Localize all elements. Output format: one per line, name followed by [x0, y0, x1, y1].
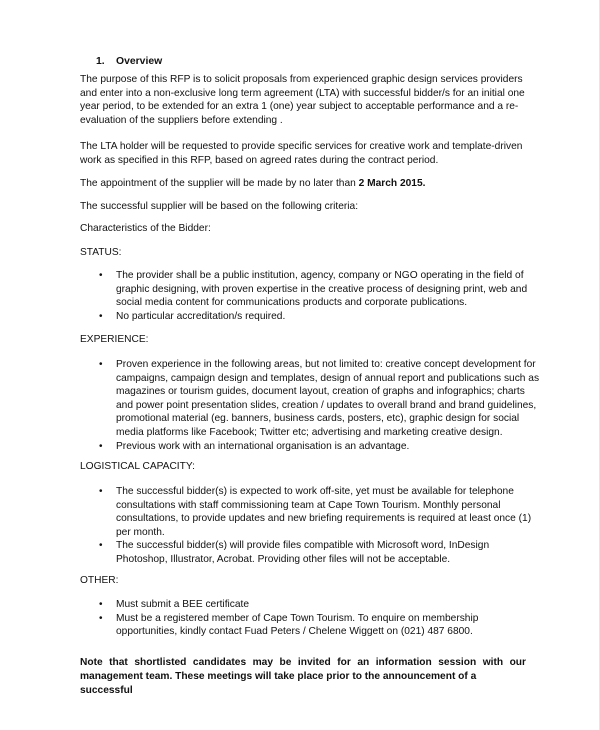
- bullet-icon: •: [99, 540, 103, 552]
- list-item: [80, 612, 540, 639]
- bullet-icon: •: [99, 310, 103, 322]
- experience-list: [80, 358, 540, 453]
- status-label: STATUS:: [80, 247, 122, 258]
- purpose-paragraph: The purpose of this RFP is to solicit proposals from experienced graphic design services providers and enter into a non-exclusive long term agreement (LTA) with successful bidder/s for an initial one year period, to be extended for an extra 1 (one) year subject to acceptable performance and a re-evaluation of the suppliers before extending .: [80, 74, 525, 126]
- list-item-text: Must be a registered member of Cape Town Tourism. To enquire on membership opportunities, kindly contact Fuad Peters / Chelene Wiggett on (021) 487 6800.: [116, 612, 479, 638]
- characteristics-paragraph: Characteristics of the Bidder:: [80, 223, 211, 234]
- appointment-date: 2 March 2015.: [358, 178, 426, 189]
- other-list: [80, 598, 540, 639]
- bullet-icon: •: [99, 612, 103, 624]
- logistical-label: LOGISTICAL CAPACITY:: [80, 461, 195, 472]
- other-label: OTHER:: [80, 575, 119, 586]
- bullet-icon: •: [99, 486, 103, 497]
- appointment-text: The appointment of the supplier will be made by no later than: [80, 178, 359, 189]
- lta-paragraph: The LTA holder will be requested to provide specific services for creative work and template-driven work as specified in this RFP, based on agreed rates during the contract period.: [80, 141, 523, 166]
- bullet-icon: •: [99, 359, 103, 370]
- section-number: 1.: [96, 56, 105, 67]
- note-line-1: Note that shortlisted candidates may be invited for an information session with our: [80, 657, 526, 668]
- list-item-text: No particular accreditation/s required.: [116, 310, 286, 322]
- list-item: [80, 358, 540, 440]
- list-item: [80, 598, 540, 612]
- note-line-2: management team. These meetings will take place prior to the announcement of a successful: [80, 671, 477, 696]
- bullet-icon: •: [99, 270, 103, 281]
- list-item-text: Proven experience in the following areas, but not limited to: creative concept development for campaigns, campaign design and templates, design of annual report and publications such as magazines or tourism guides, document layout, creation of graphs and infographics; charts and power point presentation slides, creation / updates to overall brand and brand guidelines, promotional material (eg. banners, business cards, posters, etc), graphic design for social media platforms like Facebook; Twitter etc; advertising and marketing creative design.: [116, 359, 540, 438]
- section-heading: [96, 55, 162, 69]
- list-item-text: The successful bidder(s) is expected to work off-site, yet must be available for telephone consultations with staff commissioning team at Cape Town Tourism. Monthly personal consultations, to provide updates and new briefing requirements is required at least once (1) per month.: [116, 486, 532, 538]
- section-title: Overview: [116, 56, 163, 67]
- experience-label: EXPERIENCE:: [80, 334, 149, 345]
- status-list: [80, 269, 540, 323]
- logistical-list: [80, 485, 540, 567]
- bullet-icon: •: [99, 599, 103, 610]
- list-item: [80, 539, 540, 566]
- list-item-text: The provider shall be a public institution, agency, company or NGO operating in the field of graphic designing, with proven expertise in the creative process of designing print, web and social media content for communications products and corporate publications.: [116, 270, 528, 309]
- list-item: [80, 310, 540, 324]
- list-item-text: Must submit a BEE certificate: [116, 599, 250, 610]
- criteria-paragraph: The successful supplier will be based on the following criteria:: [80, 201, 359, 212]
- appointment-paragraph: [80, 177, 530, 191]
- list-item: [80, 485, 540, 539]
- list-item: [80, 269, 540, 310]
- list-item-text: The successful bidder(s) will provide files compatible with Microsoft word, InDesign Photoshop, Illustrator, Acrobat. Providing other files will not be acceptable.: [116, 540, 490, 565]
- bullet-icon: •: [99, 440, 103, 452]
- list-item-text: Previous work with an international organisation is an advantage.: [116, 440, 410, 452]
- list-item: [80, 440, 540, 454]
